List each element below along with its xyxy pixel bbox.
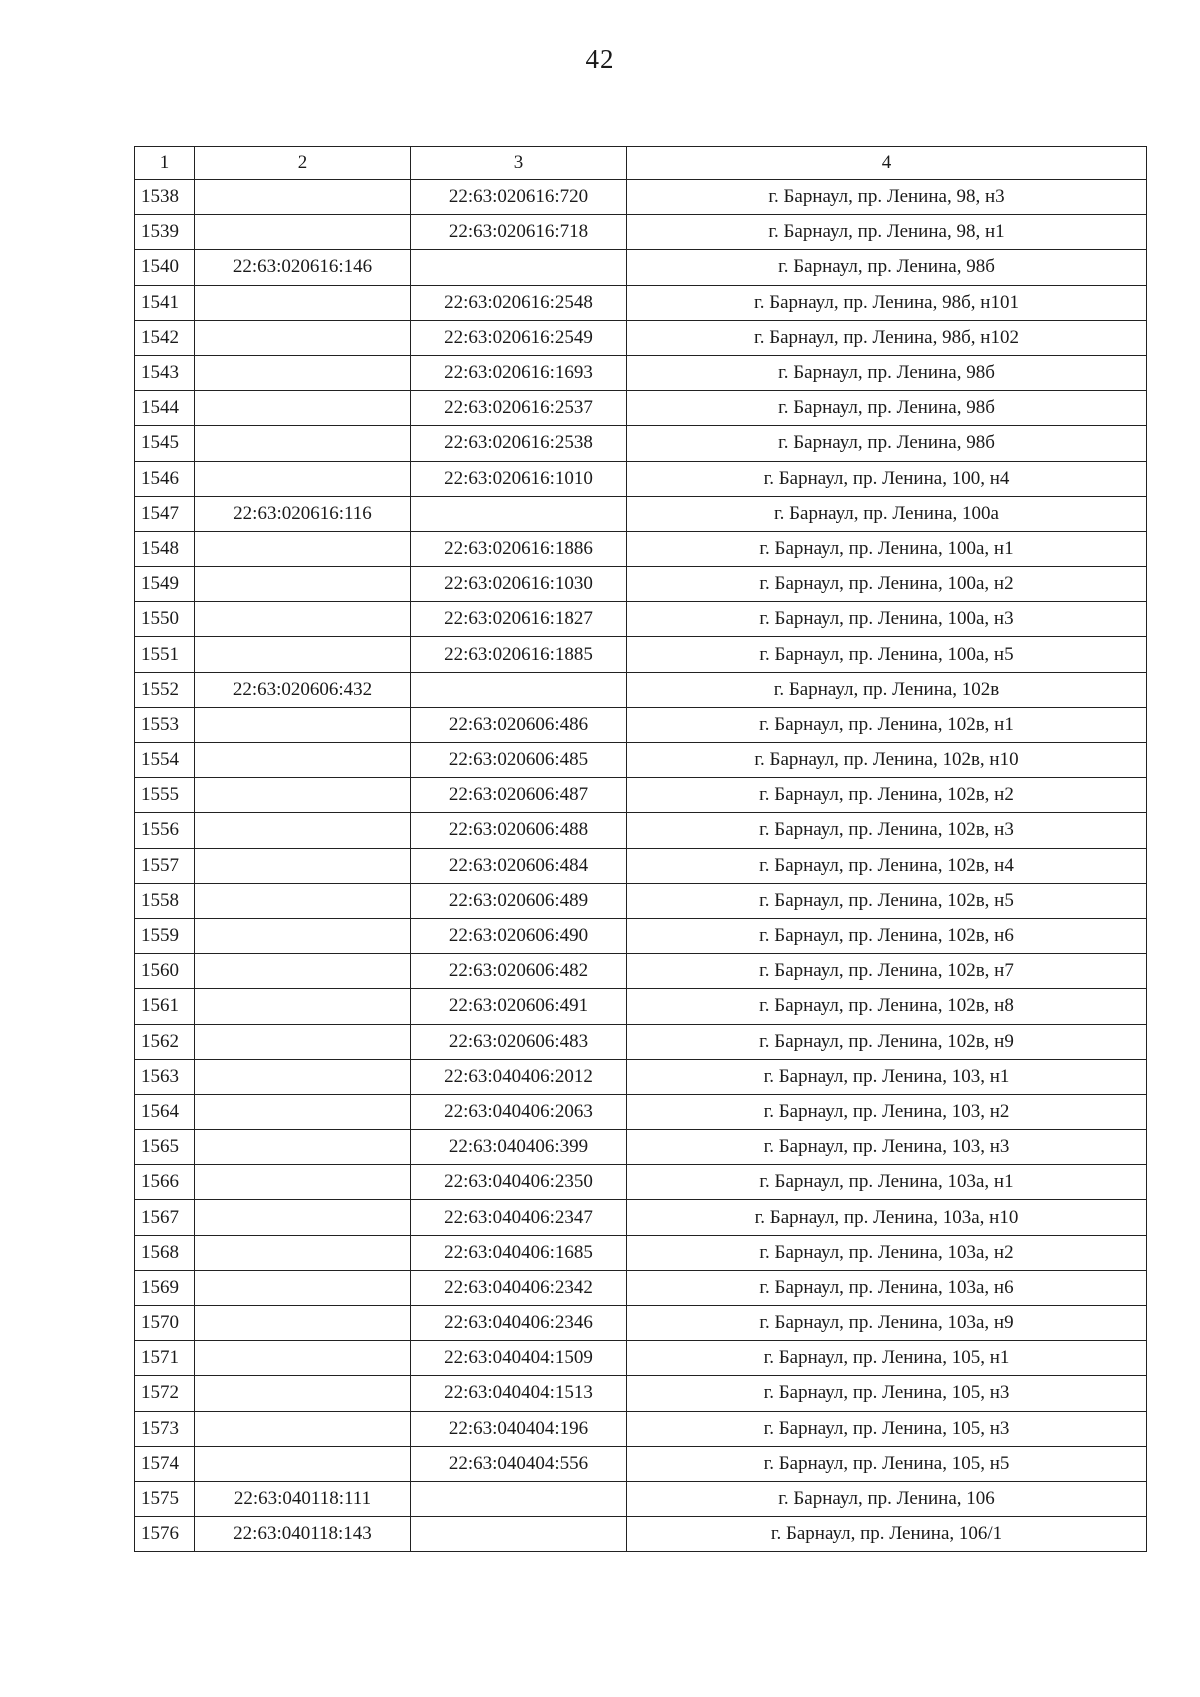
- address-cell: г. Барнаул, пр. Ленина, 102в, н1: [627, 707, 1147, 742]
- building-cadastral-cell: 22:63:020606:491: [411, 989, 627, 1024]
- land-cadastral-cell: [195, 602, 411, 637]
- land-cadastral-cell: [195, 531, 411, 566]
- table-row: [135, 813, 1147, 848]
- address-cell: г. Барнаул, пр. Ленина, 106: [627, 1481, 1147, 1516]
- land-cadastral-cell: [195, 320, 411, 355]
- building-cadastral-cell: 22:63:040406:2346: [411, 1306, 627, 1341]
- row-number-cell: 1563: [135, 1059, 195, 1094]
- address-cell: г. Барнаул, пр. Ленина, 100а, н2: [627, 567, 1147, 602]
- table-row: [135, 1270, 1147, 1305]
- address-cell: г. Барнаул, пр. Ленина, 98б: [627, 391, 1147, 426]
- address-cell: г. Барнаул, пр. Ленина, 105, н1: [627, 1341, 1147, 1376]
- building-cadastral-cell: 22:63:020616:2537: [411, 391, 627, 426]
- building-cadastral-cell: 22:63:020606:490: [411, 918, 627, 953]
- building-cadastral-cell: 22:63:020606:484: [411, 848, 627, 883]
- row-number-cell: 1550: [135, 602, 195, 637]
- address-cell: г. Барнаул, пр. Ленина, 98б: [627, 355, 1147, 390]
- land-cadastral-cell: 22:63:020606:432: [195, 672, 411, 707]
- land-cadastral-cell: [195, 1235, 411, 1270]
- address-cell: г. Барнаул, пр. Ленина, 105, н3: [627, 1376, 1147, 1411]
- row-number-cell: 1566: [135, 1165, 195, 1200]
- building-cadastral-cell: 22:63:020616:718: [411, 215, 627, 250]
- address-cell: г. Барнаул, пр. Ленина, 98б, н101: [627, 285, 1147, 320]
- column-header-1: 1: [135, 147, 195, 180]
- address-cell: г. Барнаул, пр. Ленина, 100а, н3: [627, 602, 1147, 637]
- building-cadastral-cell: 22:63:020606:488: [411, 813, 627, 848]
- table-row: [135, 180, 1147, 215]
- address-cell: г. Барнаул, пр. Ленина, 103а, н10: [627, 1200, 1147, 1235]
- row-number-cell: 1547: [135, 496, 195, 531]
- address-cell: г. Барнаул, пр. Ленина, 102в, н8: [627, 989, 1147, 1024]
- land-cadastral-cell: [195, 637, 411, 672]
- address-cell: г. Барнаул, пр. Ленина, 103а, н1: [627, 1165, 1147, 1200]
- row-number-cell: 1554: [135, 743, 195, 778]
- land-cadastral-cell: [195, 954, 411, 989]
- row-number-cell: 1567: [135, 1200, 195, 1235]
- building-cadastral-cell: 22:63:020616:720: [411, 180, 627, 215]
- address-cell: г. Барнаул, пр. Ленина, 106/1: [627, 1517, 1147, 1552]
- building-cadastral-cell: 22:63:040404:1509: [411, 1341, 627, 1376]
- table-row: [135, 848, 1147, 883]
- address-cell: г. Барнаул, пр. Ленина, 102в, н5: [627, 883, 1147, 918]
- row-number-cell: 1543: [135, 355, 195, 390]
- row-number-cell: 1555: [135, 778, 195, 813]
- land-cadastral-cell: [195, 1094, 411, 1129]
- land-cadastral-cell: [195, 391, 411, 426]
- table-row: [135, 1341, 1147, 1376]
- building-cadastral-cell: 22:63:020616:1693: [411, 355, 627, 390]
- table-row: [135, 391, 1147, 426]
- address-cell: г. Барнаул, пр. Ленина, 102в, н9: [627, 1024, 1147, 1059]
- row-number-cell: 1564: [135, 1094, 195, 1129]
- building-cadastral-cell: [411, 1481, 627, 1516]
- land-cadastral-cell: [195, 778, 411, 813]
- land-cadastral-cell: [195, 813, 411, 848]
- row-number-cell: 1541: [135, 285, 195, 320]
- building-cadastral-cell: 22:63:020616:1827: [411, 602, 627, 637]
- land-cadastral-cell: [195, 461, 411, 496]
- table-row: [135, 1411, 1147, 1446]
- land-cadastral-cell: [195, 180, 411, 215]
- table-row: [135, 320, 1147, 355]
- row-number-cell: 1556: [135, 813, 195, 848]
- land-cadastral-cell: 22:63:040118:143: [195, 1517, 411, 1552]
- land-cadastral-cell: [195, 1024, 411, 1059]
- land-cadastral-cell: 22:63:020616:146: [195, 250, 411, 285]
- table-row: [135, 567, 1147, 602]
- land-cadastral-cell: [195, 883, 411, 918]
- row-number-cell: 1575: [135, 1481, 195, 1516]
- row-number-cell: 1571: [135, 1341, 195, 1376]
- address-cell: г. Барнаул, пр. Ленина, 102в, н6: [627, 918, 1147, 953]
- land-cadastral-cell: [195, 1446, 411, 1481]
- page-number: 42: [585, 44, 615, 74]
- table-row: [135, 531, 1147, 566]
- building-cadastral-cell: 22:63:040406:2342: [411, 1270, 627, 1305]
- land-cadastral-cell: [195, 1165, 411, 1200]
- row-number-cell: 1557: [135, 848, 195, 883]
- row-number-cell: 1576: [135, 1517, 195, 1552]
- address-cell: г. Барнаул, пр. Ленина, 102в, н2: [627, 778, 1147, 813]
- building-cadastral-cell: 22:63:020616:1886: [411, 531, 627, 566]
- building-cadastral-cell: 22:63:040406:399: [411, 1130, 627, 1165]
- table-row: [135, 1235, 1147, 1270]
- address-cell: г. Барнаул, пр. Ленина, 100а, н1: [627, 531, 1147, 566]
- table-row: [135, 250, 1147, 285]
- table-row: [135, 1024, 1147, 1059]
- row-number-cell: 1570: [135, 1306, 195, 1341]
- table-row: [135, 707, 1147, 742]
- row-number-cell: 1572: [135, 1376, 195, 1411]
- land-cadastral-cell: [195, 1059, 411, 1094]
- table-row: [135, 496, 1147, 531]
- table-row: [135, 285, 1147, 320]
- row-number-cell: 1540: [135, 250, 195, 285]
- row-number-cell: 1553: [135, 707, 195, 742]
- land-cadastral-cell: [195, 1130, 411, 1165]
- land-cadastral-cell: [195, 215, 411, 250]
- land-cadastral-cell: [195, 1270, 411, 1305]
- row-number-cell: 1544: [135, 391, 195, 426]
- building-cadastral-cell: 22:63:020616:1030: [411, 567, 627, 602]
- land-cadastral-cell: [195, 1306, 411, 1341]
- building-cadastral-cell: 22:63:040406:2012: [411, 1059, 627, 1094]
- row-number-cell: 1551: [135, 637, 195, 672]
- row-number-cell: 1558: [135, 883, 195, 918]
- land-cadastral-cell: [195, 285, 411, 320]
- table-row: [135, 1165, 1147, 1200]
- table-row: [135, 883, 1147, 918]
- land-cadastral-cell: [195, 355, 411, 390]
- building-cadastral-cell: 22:63:020616:2538: [411, 426, 627, 461]
- row-number-cell: 1560: [135, 954, 195, 989]
- land-cadastral-cell: [195, 1200, 411, 1235]
- building-cadastral-cell: [411, 250, 627, 285]
- land-cadastral-cell: [195, 743, 411, 778]
- building-cadastral-cell: 22:63:020606:482: [411, 954, 627, 989]
- land-cadastral-cell: [195, 1341, 411, 1376]
- address-cell: г. Барнаул, пр. Ленина, 102в, н3: [627, 813, 1147, 848]
- land-cadastral-cell: 22:63:040118:111: [195, 1481, 411, 1516]
- table-row: [135, 1306, 1147, 1341]
- row-number-cell: 1539: [135, 215, 195, 250]
- building-cadastral-cell: 22:63:040404:1513: [411, 1376, 627, 1411]
- building-cadastral-cell: 22:63:040406:1685: [411, 1235, 627, 1270]
- address-cell: г. Барнаул, пр. Ленина, 98б, н102: [627, 320, 1147, 355]
- table-row: [135, 426, 1147, 461]
- building-cadastral-cell: 22:63:020616:1010: [411, 461, 627, 496]
- building-cadastral-cell: 22:63:020606:483: [411, 1024, 627, 1059]
- building-cadastral-cell: 22:63:020606:487: [411, 778, 627, 813]
- table-row: [135, 778, 1147, 813]
- table-row: [135, 1446, 1147, 1481]
- row-number-cell: 1552: [135, 672, 195, 707]
- register-table: [134, 146, 1147, 1552]
- land-cadastral-cell: [195, 989, 411, 1024]
- land-cadastral-cell: [195, 1411, 411, 1446]
- register-table-container: [134, 146, 1146, 1552]
- land-cadastral-cell: [195, 567, 411, 602]
- building-cadastral-cell: 22:63:020616:2549: [411, 320, 627, 355]
- table-row: [135, 1094, 1147, 1129]
- address-cell: г. Барнаул, пр. Ленина, 103, н3: [627, 1130, 1147, 1165]
- table-row: [135, 989, 1147, 1024]
- table-body: [135, 180, 1147, 1552]
- table-header: [135, 147, 1147, 180]
- column-header-2: 2: [195, 147, 411, 180]
- table-row: [135, 1517, 1147, 1552]
- row-number-cell: 1561: [135, 989, 195, 1024]
- building-cadastral-cell: 22:63:040404:196: [411, 1411, 627, 1446]
- address-cell: г. Барнаул, пр. Ленина, 102в: [627, 672, 1147, 707]
- land-cadastral-cell: [195, 848, 411, 883]
- table-row: [135, 215, 1147, 250]
- row-number-cell: 1559: [135, 918, 195, 953]
- table-row: [135, 461, 1147, 496]
- table-row: [135, 918, 1147, 953]
- table-row: [135, 602, 1147, 637]
- land-cadastral-cell: [195, 426, 411, 461]
- row-number-cell: 1542: [135, 320, 195, 355]
- building-cadastral-cell: 22:63:040406:2063: [411, 1094, 627, 1129]
- address-cell: г. Барнаул, пр. Ленина, 100, н4: [627, 461, 1147, 496]
- column-header-4: 4: [627, 147, 1147, 180]
- building-cadastral-cell: 22:63:020606:489: [411, 883, 627, 918]
- row-number-cell: 1538: [135, 180, 195, 215]
- row-number-cell: 1546: [135, 461, 195, 496]
- row-number-cell: 1568: [135, 1235, 195, 1270]
- building-cadastral-cell: 22:63:020606:485: [411, 743, 627, 778]
- row-number-cell: 1548: [135, 531, 195, 566]
- table-row: [135, 637, 1147, 672]
- address-cell: г. Барнаул, пр. Ленина, 103а, н2: [627, 1235, 1147, 1270]
- land-cadastral-cell: [195, 1376, 411, 1411]
- address-cell: г. Барнаул, пр. Ленина, 103а, н6: [627, 1270, 1147, 1305]
- table-row: [135, 672, 1147, 707]
- row-number-cell: 1569: [135, 1270, 195, 1305]
- address-cell: г. Барнаул, пр. Ленина, 102в, н4: [627, 848, 1147, 883]
- address-cell: г. Барнаул, пр. Ленина, 105, н3: [627, 1411, 1147, 1446]
- address-cell: г. Барнаул, пр. Ленина, 103, н1: [627, 1059, 1147, 1094]
- address-cell: г. Барнаул, пр. Ленина, 98, н1: [627, 215, 1147, 250]
- building-cadastral-cell: 22:63:040404:556: [411, 1446, 627, 1481]
- land-cadastral-cell: [195, 918, 411, 953]
- land-cadastral-cell: 22:63:020616:116: [195, 496, 411, 531]
- table-row: [135, 1481, 1147, 1516]
- header-row: [135, 147, 1147, 180]
- building-cadastral-cell: 22:63:020616:1885: [411, 637, 627, 672]
- table-row: [135, 1200, 1147, 1235]
- table-row: [135, 954, 1147, 989]
- row-number-cell: 1573: [135, 1411, 195, 1446]
- column-header-3: 3: [411, 147, 627, 180]
- address-cell: г. Барнаул, пр. Ленина, 100а, н5: [627, 637, 1147, 672]
- row-number-cell: 1565: [135, 1130, 195, 1165]
- table-row: [135, 355, 1147, 390]
- table-row: [135, 1130, 1147, 1165]
- building-cadastral-cell: 22:63:020606:486: [411, 707, 627, 742]
- building-cadastral-cell: [411, 496, 627, 531]
- table-row: [135, 1376, 1147, 1411]
- address-cell: г. Барнаул, пр. Ленина, 105, н5: [627, 1446, 1147, 1481]
- table-row: [135, 1059, 1147, 1094]
- address-cell: г. Барнаул, пр. Ленина, 103, н2: [627, 1094, 1147, 1129]
- land-cadastral-cell: [195, 707, 411, 742]
- address-cell: г. Барнаул, пр. Ленина, 102в, н10: [627, 743, 1147, 778]
- building-cadastral-cell: [411, 672, 627, 707]
- row-number-cell: 1545: [135, 426, 195, 461]
- address-cell: г. Барнаул, пр. Ленина, 98, н3: [627, 180, 1147, 215]
- address-cell: г. Барнаул, пр. Ленина, 98б: [627, 250, 1147, 285]
- building-cadastral-cell: 22:63:040406:2350: [411, 1165, 627, 1200]
- address-cell: г. Барнаул, пр. Ленина, 102в, н7: [627, 954, 1147, 989]
- row-number-cell: 1574: [135, 1446, 195, 1481]
- address-cell: г. Барнаул, пр. Ленина, 103а, н9: [627, 1306, 1147, 1341]
- address-cell: г. Барнаул, пр. Ленина, 98б: [627, 426, 1147, 461]
- building-cadastral-cell: [411, 1517, 627, 1552]
- address-cell: г. Барнаул, пр. Ленина, 100а: [627, 496, 1147, 531]
- row-number-cell: 1549: [135, 567, 195, 602]
- building-cadastral-cell: 22:63:040406:2347: [411, 1200, 627, 1235]
- row-number-cell: 1562: [135, 1024, 195, 1059]
- building-cadastral-cell: 22:63:020616:2548: [411, 285, 627, 320]
- table-row: [135, 743, 1147, 778]
